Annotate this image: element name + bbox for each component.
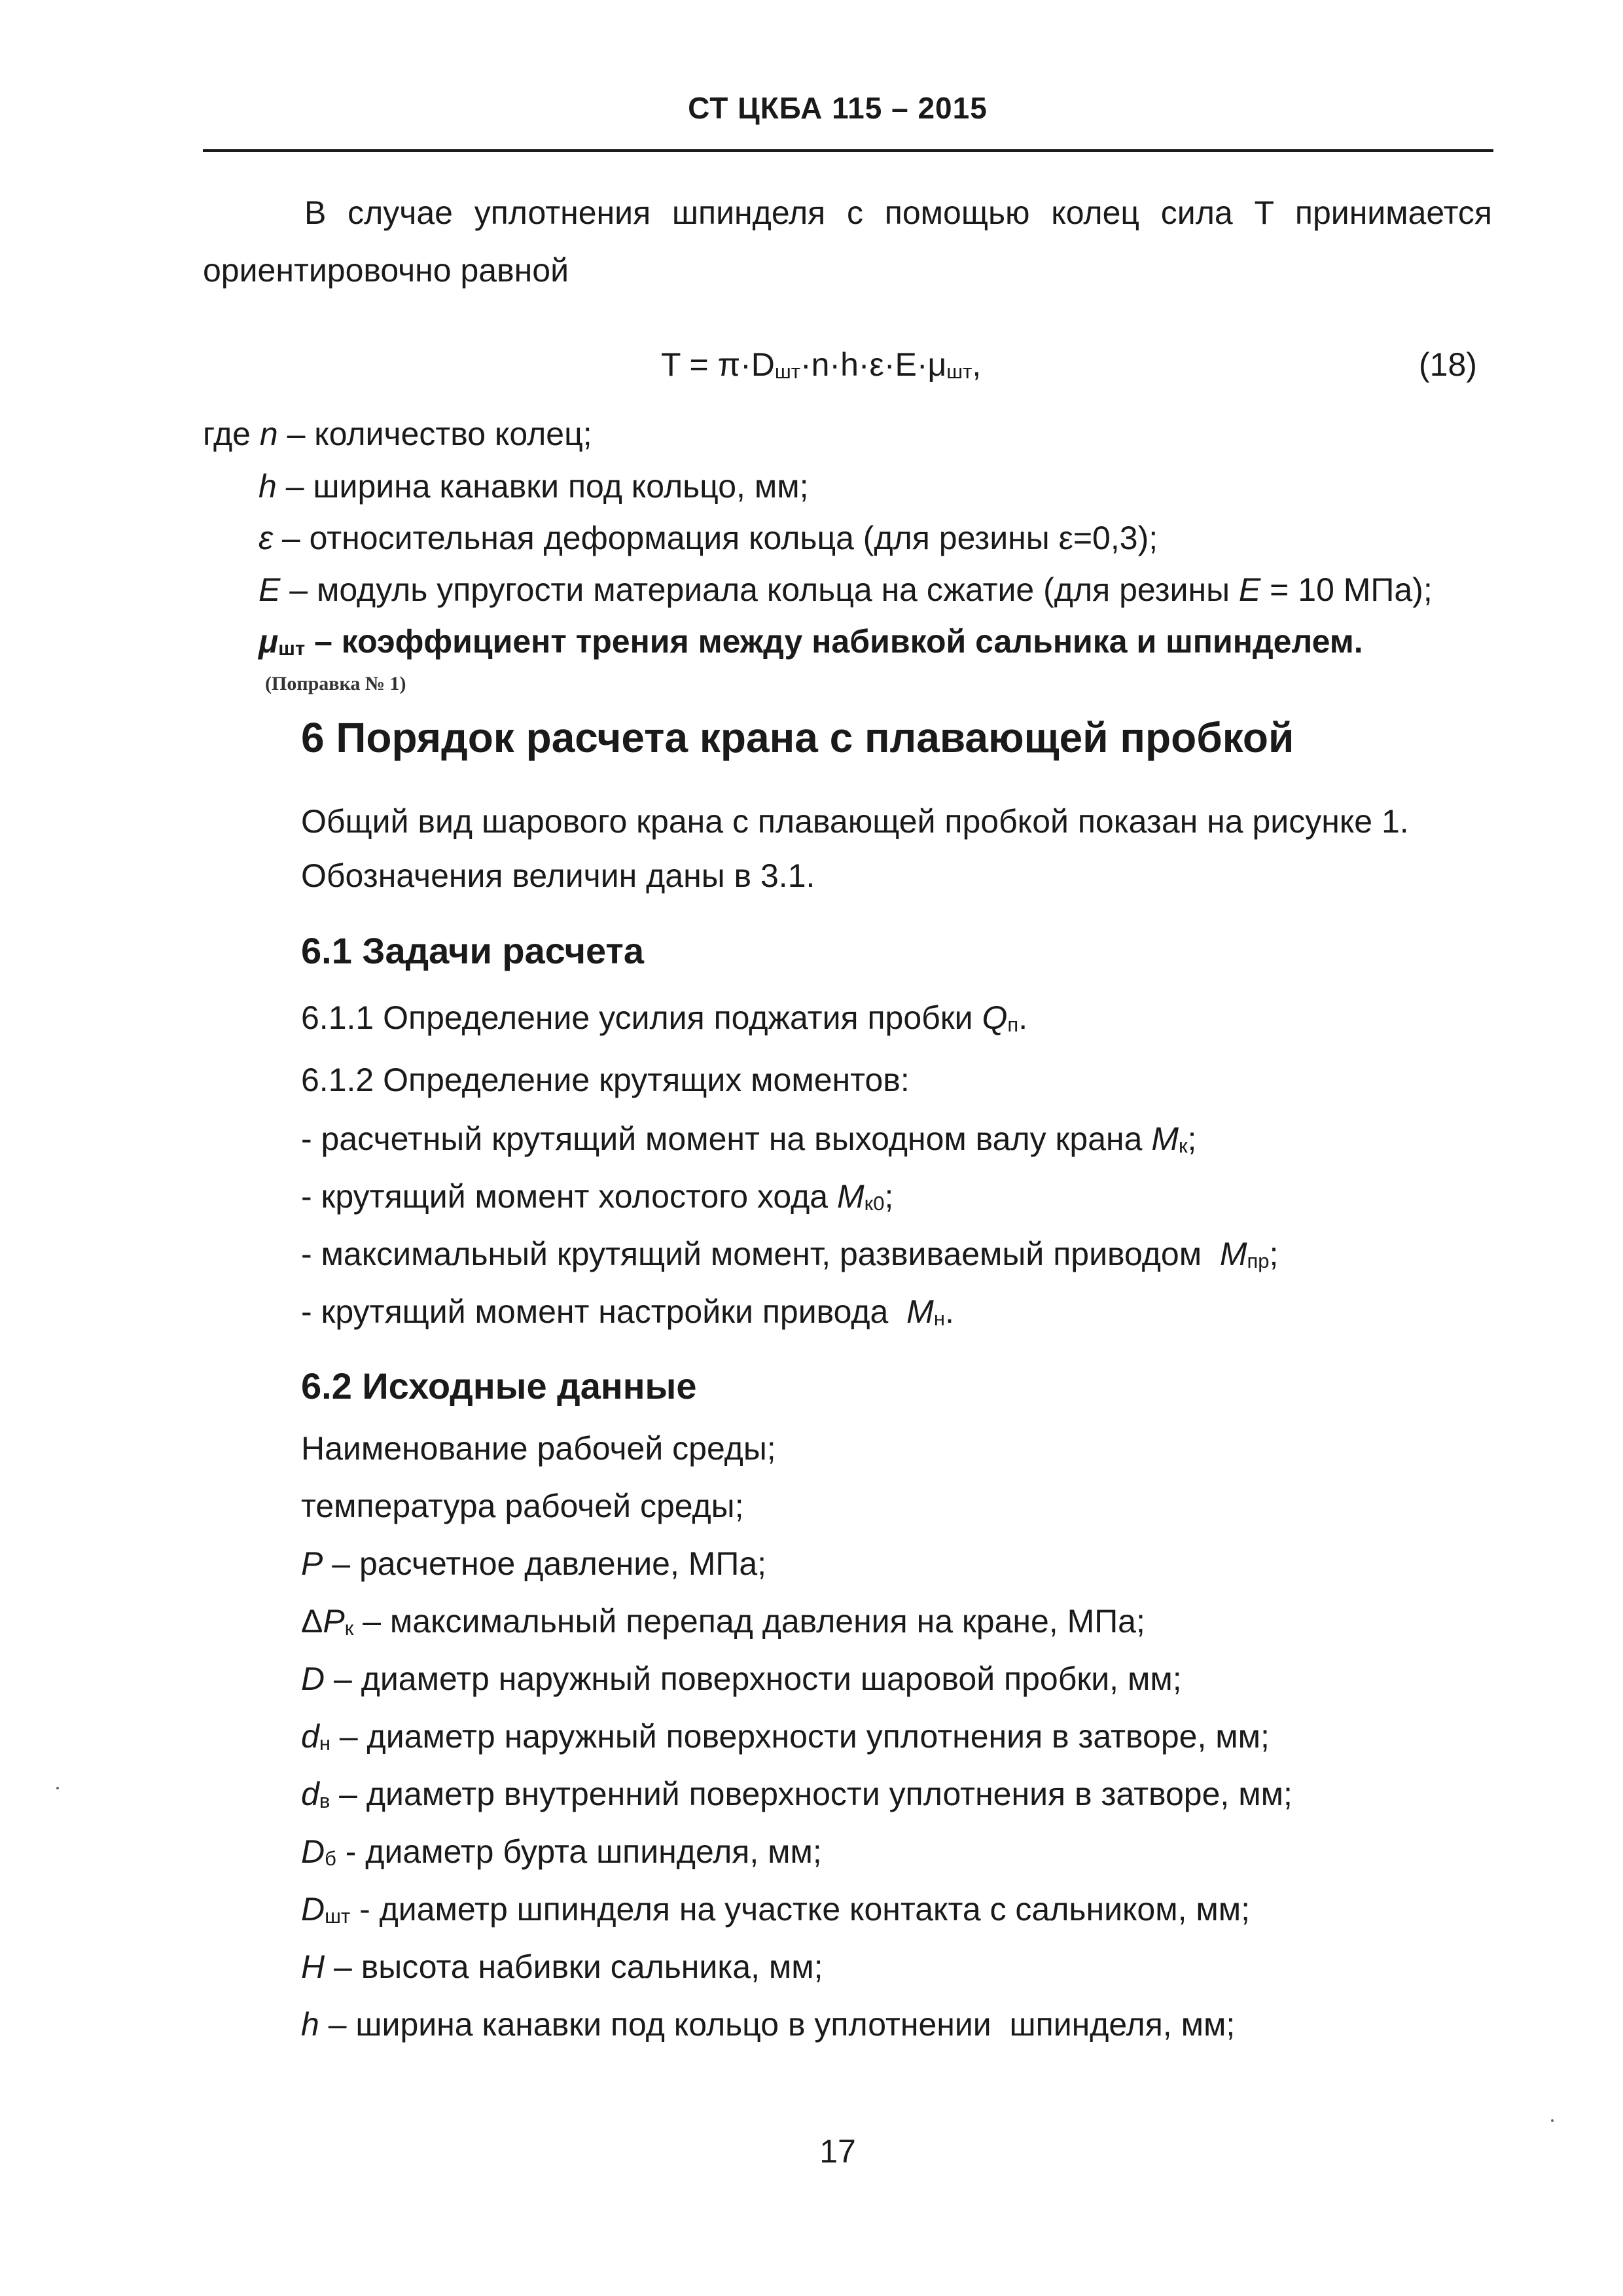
input-working-medium: Наименование рабочей среды;: [301, 1430, 776, 1467]
input-seal-inner-diameter: $d_в$ – диаметр внутренний поверхности уплотнения в затворе, мм;: [301, 1776, 1293, 1812]
input-pressure: P – расчетное давление, МПа;: [301, 1545, 767, 1582]
section-6-paragraph-2: Обозначения величин даны в 3.1.: [301, 857, 815, 894]
intro-line-1: В случае уплотнения шпинделя с помощью колец сила T принимается: [304, 194, 1492, 231]
input-temperature: температура рабочей среды;: [301, 1488, 744, 1524]
page-number: 17: [819, 2133, 856, 2170]
where-line-e: E – модуль упругости материала кольца на сжатие (для резины E = 10 МПа);: [259, 571, 1433, 608]
input-ball-diameter: D – диаметр наружный поверхности шаровой пробки, мм;: [301, 1660, 1182, 1697]
where-line-n: где n – количество колец;: [203, 416, 592, 452]
amendment-note: (Поправка № 1): [265, 673, 406, 694]
symbol-e: E: [259, 571, 281, 608]
formula-sub-1: шт: [774, 359, 800, 383]
formula-18: [661, 346, 981, 384]
symbol-mu: μ: [259, 623, 279, 660]
symbol-epsilon: ε: [259, 520, 273, 556]
scan-speck: [56, 1787, 59, 1789]
intro-line-2: ориентировочно равной: [203, 252, 569, 289]
section-6-1-title: 6.1 Задачи расчета: [301, 930, 644, 971]
formula-lhs: T = π·D: [661, 346, 775, 383]
scan-speck: [1551, 2119, 1554, 2122]
item-6-1-1: 6.1.1 Определение усилия поджатия пробки $Q_п$.: [301, 999, 1028, 1036]
symbol-h: h: [259, 468, 277, 505]
section-6-title: 6 Порядок расчета крана с плавающей пробкой: [301, 714, 1294, 761]
bullet-mk0: - крутящий момент холостого хода $M_{к0}$;: [301, 1178, 894, 1215]
input-spindle-diameter: $D_{шт}$ - диаметр шпинделя на участке контакта с сальником, мм;: [301, 1891, 1251, 1928]
item-6-1-2: 6.1.2 Определение крутящих моментов:: [301, 1062, 910, 1098]
equation-number: (18): [1419, 346, 1477, 383]
input-seal-outer-diameter: $d_н$ – диаметр наружный поверхности уплотнения в затворе, мм;: [301, 1718, 1270, 1755]
where-line-h: h – ширина канавки под кольцо, мм;: [259, 468, 809, 505]
bullet-mn: - крутящий момент настройки привода $M_н$.: [301, 1293, 954, 1330]
bullet-mpr: - максимальный крутящий момент, развиваемый приводом $M_{пр}$;: [301, 1236, 1279, 1272]
bullet-mk: - расчетный крутящий момент на выходном валу крана $M_к$;: [301, 1121, 1197, 1157]
where-line-mu: $\mu_{шт}$ – коэффициент трения между набивкой сальника и шпинделем.: [259, 623, 1363, 660]
document-header: СТ ЦКБА 115 – 2015: [688, 91, 988, 125]
header-rule: [203, 149, 1493, 152]
formula-mid: ·n·h·ε·E·μ: [800, 346, 947, 383]
input-collar-diameter: $D_б$ - диаметр бурта шпинделя, мм;: [301, 1833, 822, 1870]
formula-sub-2: шт: [946, 359, 972, 383]
section-6-paragraph-1: Общий вид шарового крана с плавающей пробкой показан на рисунке 1.: [301, 803, 1409, 840]
formula-tail: ,: [972, 346, 982, 383]
where-line-epsilon: ε – относительная деформация кольца (для резины ε=0,3);: [259, 520, 1158, 556]
input-packing-height: H – высота набивки сальника, мм;: [301, 1948, 823, 1985]
section-6-2-title: 6.2 Исходные данные: [301, 1365, 697, 1407]
symbol-n: n: [259, 416, 278, 452]
input-groove-width: h – ширина канавки под кольцо в уплотнении шпинделя, мм;: [301, 2006, 1236, 2043]
input-pressure-drop: $\Delta P_к$ – максимальный перепад давления на кране, МПа;: [301, 1603, 1145, 1640]
